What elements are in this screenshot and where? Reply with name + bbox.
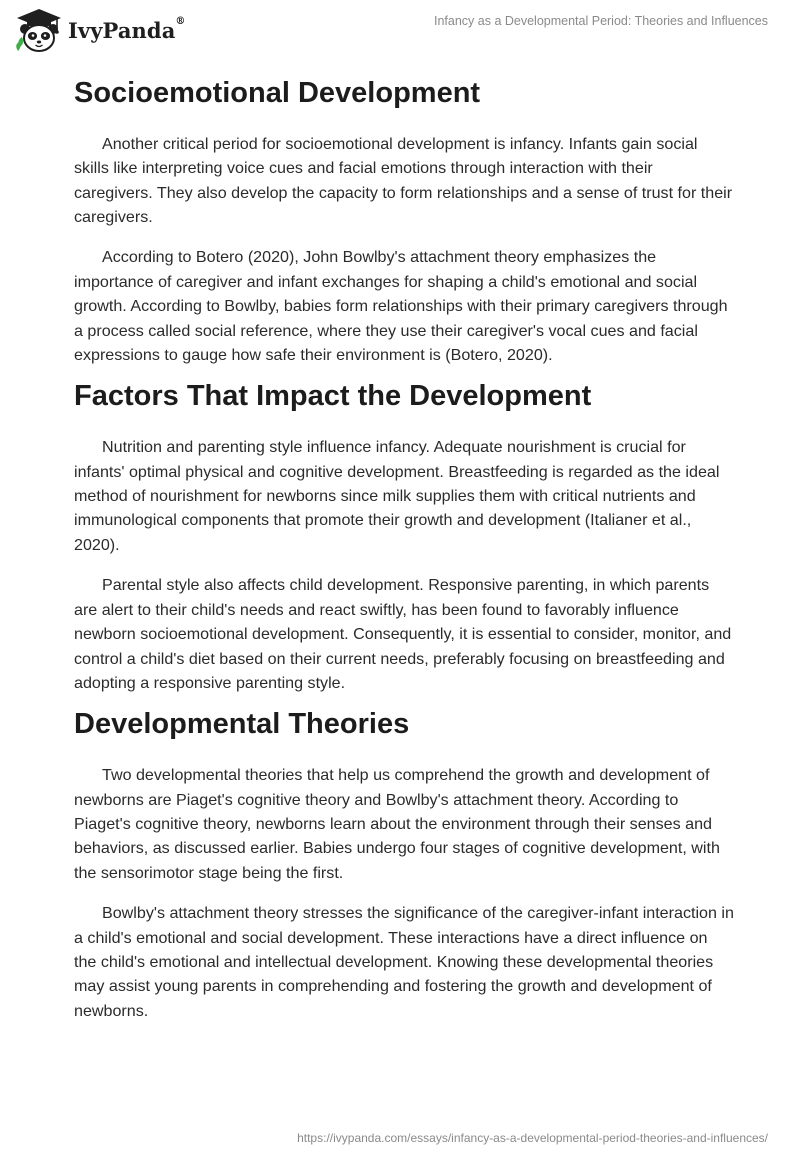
section-heading-socioemotional: Socioemotional Development [74, 77, 481, 109]
source-url[interactable]: https://ivypanda.com/essays/infancy-as-a-developmental-period-theories-and-influences/ [297, 1131, 768, 1145]
logo-wordmark [68, 15, 186, 43]
panda-graduation-cap-icon [14, 7, 64, 53]
registered-mark: ® [175, 15, 186, 27]
section-heading-factors: Factors That Impact the Development [74, 380, 592, 413]
paragraph: Nutrition and parenting style influence infancy. Adequate nourishment is crucial for infants' optimal physical and cognitive development. Breastfeeding is regarded as the ideal method of nourishment for newborns since milk supplies them with critical nutrients and immunological components that promote their growth and development (Italianer et al., 2020). [74, 438, 720, 554]
paragraph: According to Botero (2020), John Bowlby's attachment theory emphasizes the importance of caregiver and infant exchanges for shaping a child's emotional and social growth. According to Bowlby, babies form relationships with their primary caregivers through a process called social reference, where they use their caregiver's vocal cues and facial expressions to gauge how safe their environment is (Botero, 2020). [74, 248, 728, 365]
ivypanda-logo[interactable] [14, 6, 186, 54]
paragraph: Two developmental theories that help us comprehend the growth and development of newborns are Piaget's cognitive theory and Bowlby's attachment theory. According to Piaget's cognitive theory, newborns learn about the environment through their senses and behaviors, as discussed earlier. Babies undergo four stages of cognitive development, with the sensorimotor stage being the first. [74, 766, 720, 882]
page-header [0, 0, 800, 62]
paragraph: Bowlby's attachment theory stresses the significance of the caregiver-infant interaction in a child's emotional and social development. These interactions have a direct influence on the child's emotional and intellectual development. Knowing these developmental theories may assist young parents in comprehending and fostering the growth and development of newborns. [74, 904, 734, 1020]
essay-body [74, 70, 734, 1023]
logo-name: IvyPanda [68, 17, 176, 43]
paragraph: Another critical period for socioemotional development is infancy. Infants gain social skills like interpreting voice cues and facial emotions through interaction with their caregivers. They also develop the capacity to form relationships and a sense of trust for their caregivers. [74, 134, 733, 227]
paragraph: Parental style also affects child development. Responsive parenting, in which parents are alert to their child's needs and react swiftly, has been found to favorably influence newborn socioemotional development. Consequently, it is essential to consider, monitor, and control a child's diet based on their current needs, preferably focusing on breastfeeding and adopting a responsive parenting style. [74, 576, 732, 692]
document-title: Infancy as a Developmental Period: Theories and Influences [434, 14, 768, 28]
section-heading-theories: Developmental Theories [74, 708, 410, 741]
